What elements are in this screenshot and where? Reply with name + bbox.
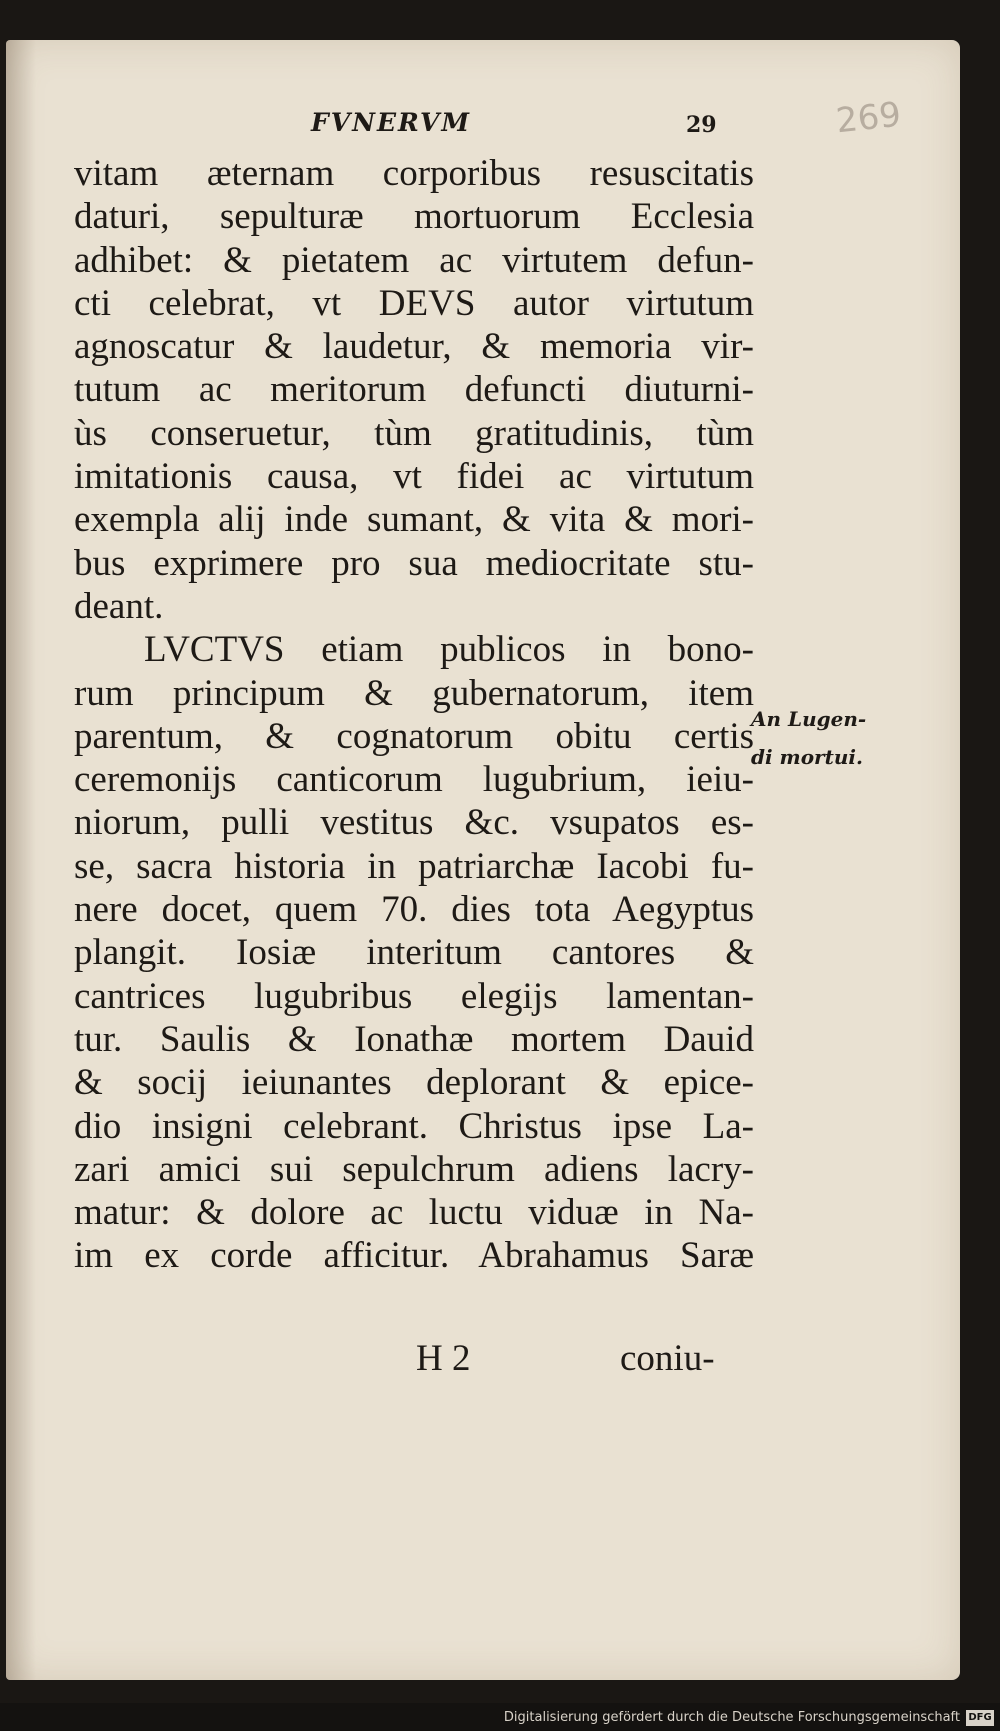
text-line: zari amici sui sepulchrum adiens lacry- (74, 1148, 754, 1190)
margin-note (751, 700, 921, 776)
text-line: adhibet: & pietatem ac virtutem defun- (74, 239, 754, 281)
page-number: 29 (686, 112, 717, 138)
text-line: & socij ieiunantes deplorant & epice- (74, 1062, 754, 1104)
text-line: im ex corde afficitur. Abrahamus Saræ (74, 1235, 754, 1277)
running-head: FVNERVM (311, 108, 472, 137)
text-line: agnoscatur & laudetur, & memoria vir- (74, 326, 754, 368)
text-line: se, sacra historia in patriarchæ Iacobi fu- (74, 845, 754, 887)
text-line: parentum, & cognatorum obitu certis (74, 715, 754, 757)
text-line: tutum ac meritorum defuncti diuturni- (74, 369, 754, 411)
text-line: rum principum & gubernatorum, item (74, 672, 754, 714)
text-line: deant. (74, 585, 164, 627)
text-line: imitationis causa, vt fidei ac virtutum (74, 456, 754, 498)
text-line: dio insigni celebrant. Christus ipse La- (74, 1105, 754, 1147)
text-line: vitam æternam corporibus resuscitatis (74, 153, 754, 194)
text-line: daturi, sepulturæ mortuorum Ecclesia (74, 196, 754, 238)
text-line: exempla alij inde sumant, & vita & mori- (74, 499, 754, 541)
catchword: coniu- (620, 1338, 715, 1379)
margin-note-line: An Lugen- (751, 707, 867, 731)
digitization-footer (0, 1703, 1000, 1731)
book-page (6, 40, 960, 1680)
text-line: LVCTVS etiam publicos in bono- (144, 629, 754, 671)
text-line: plangit. Iosiæ interitum cantores & (74, 932, 754, 974)
gutter-shadow (6, 40, 36, 1680)
signature-mark: H 2 (416, 1338, 471, 1379)
text-line: tur. Saulis & Ionathæ mortem Dauid (74, 1018, 754, 1060)
text-line: ceremonijs canticorum lugubrium, ieiu- (74, 759, 754, 801)
text-line: cti celebrat, vt DEVS autor virtutum (74, 282, 754, 324)
body-text (74, 152, 754, 1278)
text-line: niorum, pulli vestitus &c. vsupatos es- (74, 802, 754, 844)
text-line: cantrices lugubribus elegijs lamentan- (74, 975, 754, 1017)
text-line: bus exprimere pro sua mediocritate stu- (74, 542, 754, 584)
dfg-logo-icon: DFG (966, 1710, 994, 1726)
text-line: matur: & dolore ac luctu viduæ in Na- (74, 1192, 754, 1234)
pencil-folio-number: 269 (834, 94, 903, 142)
margin-note-line: di mortui. (751, 745, 863, 769)
text-line: nere docet, quem 70. dies tota Aegyptus (74, 889, 754, 931)
digitization-credit: Digitalisierung gefördert durch die Deutsche Forschungsgemeinschaft (503, 1710, 960, 1725)
text-line: ùs conseruetur, tùm gratitudinis, tùm (74, 412, 754, 454)
